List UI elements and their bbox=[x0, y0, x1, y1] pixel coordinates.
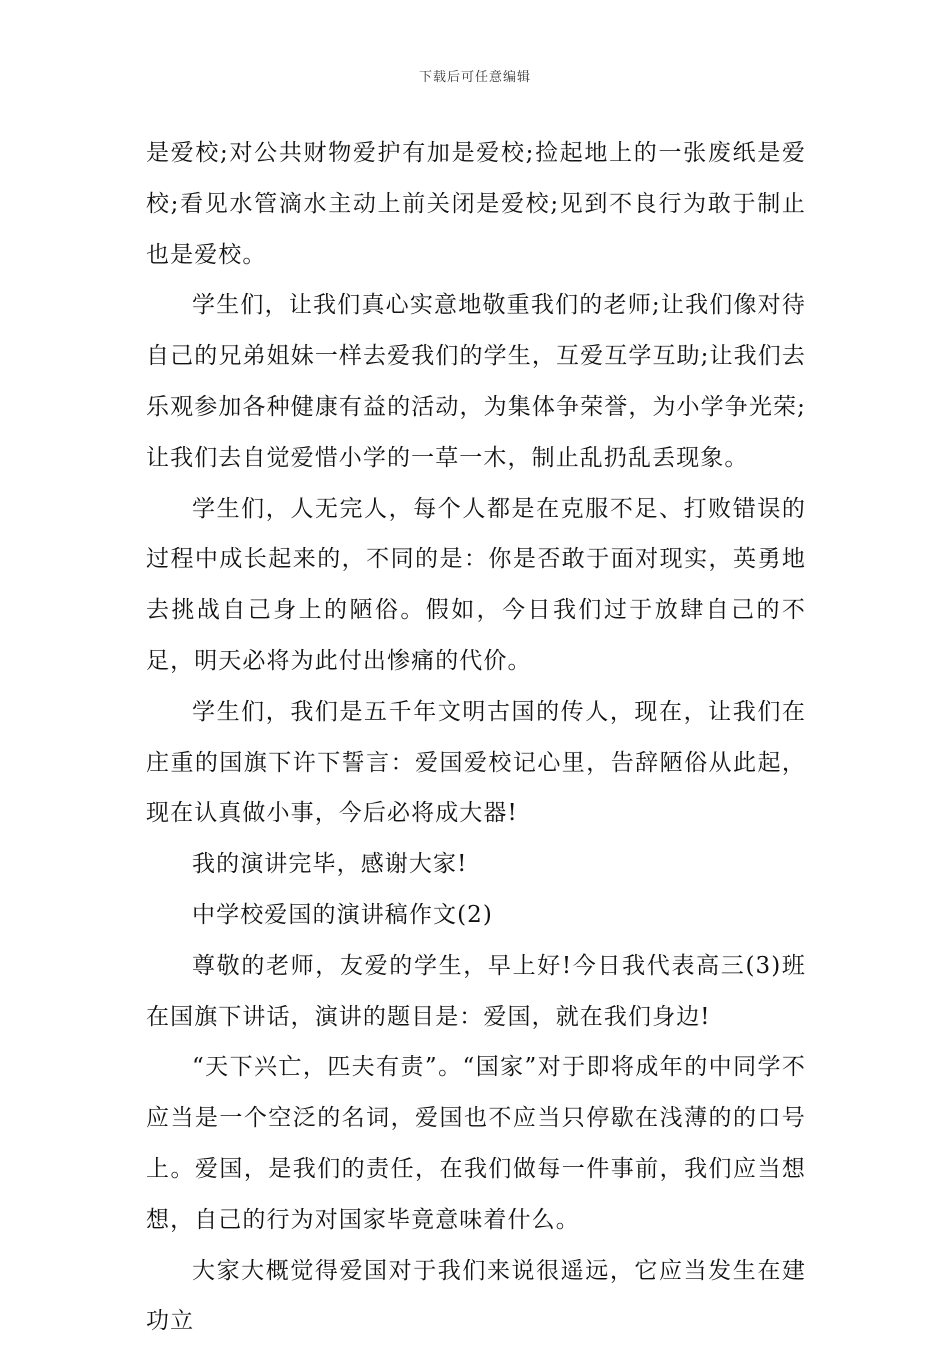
page-header: 下载后可任意编辑 bbox=[418, 70, 531, 85]
paragraph-8: 大家大概觉得爱国对于我们来说很遥远，它应当发生在建功立 bbox=[146, 1257, 806, 1335]
document-body bbox=[146, 128, 806, 1347]
paragraph-4: 学生们，我们是五千年文明古国的传人，现在，让我们在庄重的国旗下许下誓言：爱国爱校记心里，告辞陋俗从此起，现在认真做小事，今后必将成大器! bbox=[146, 698, 806, 827]
paragraph-6: 尊敬的老师，友爱的学生，早上好!今日我代表高三(3)班在国旗下讲话，演讲的题目是：爱国，就在我们身边! bbox=[146, 952, 806, 1030]
paragraph-2: 学生们，让我们真心实意地敬重我们的老师;让我们像对待自己的兄弟姐妹一样去爱我们的学生，互爱互学互助;让我们去乐观参加各种健康有益的活动，为集体争荣誉，为小学争光荣;让我们去自觉爱惜小学的一草一木，制止乱扔乱丢现象。 bbox=[146, 292, 806, 471]
paragraph-3: 学生们，人无完人，每个人都是在克服不足、打败错误的过程中成长起来的，不同的是：你是否敢于面对现实，英勇地去挑战自己身上的陋俗。假如，今日我们过于放肆自己的不足，明天必将为此付出惨痛的代价。 bbox=[146, 495, 806, 674]
section-title: 中学校爱国的演讲稿作文(2) bbox=[192, 901, 493, 928]
paragraph-5: 我的演讲完毕，感谢大家! bbox=[192, 851, 468, 878]
paragraph-7: “天下兴亡，匹夫有责”。“国家”对于即将成年的中同学不应当是一个空泛的名词，爱国也不应当只停歇在浅薄的的口号上。爱国，是我们的责任，在我们做每一件事前，我们应当想想，自己的行为对国家毕竟意味着什么。 bbox=[146, 1054, 806, 1233]
paragraph-1: 是爱校;对公共财物爱护有加是爱校;捡起地上的一张废纸是爱校;看见水管滴水主动上前关闭是爱校;见到不良行为敢于制止也是爱校。 bbox=[146, 140, 806, 268]
